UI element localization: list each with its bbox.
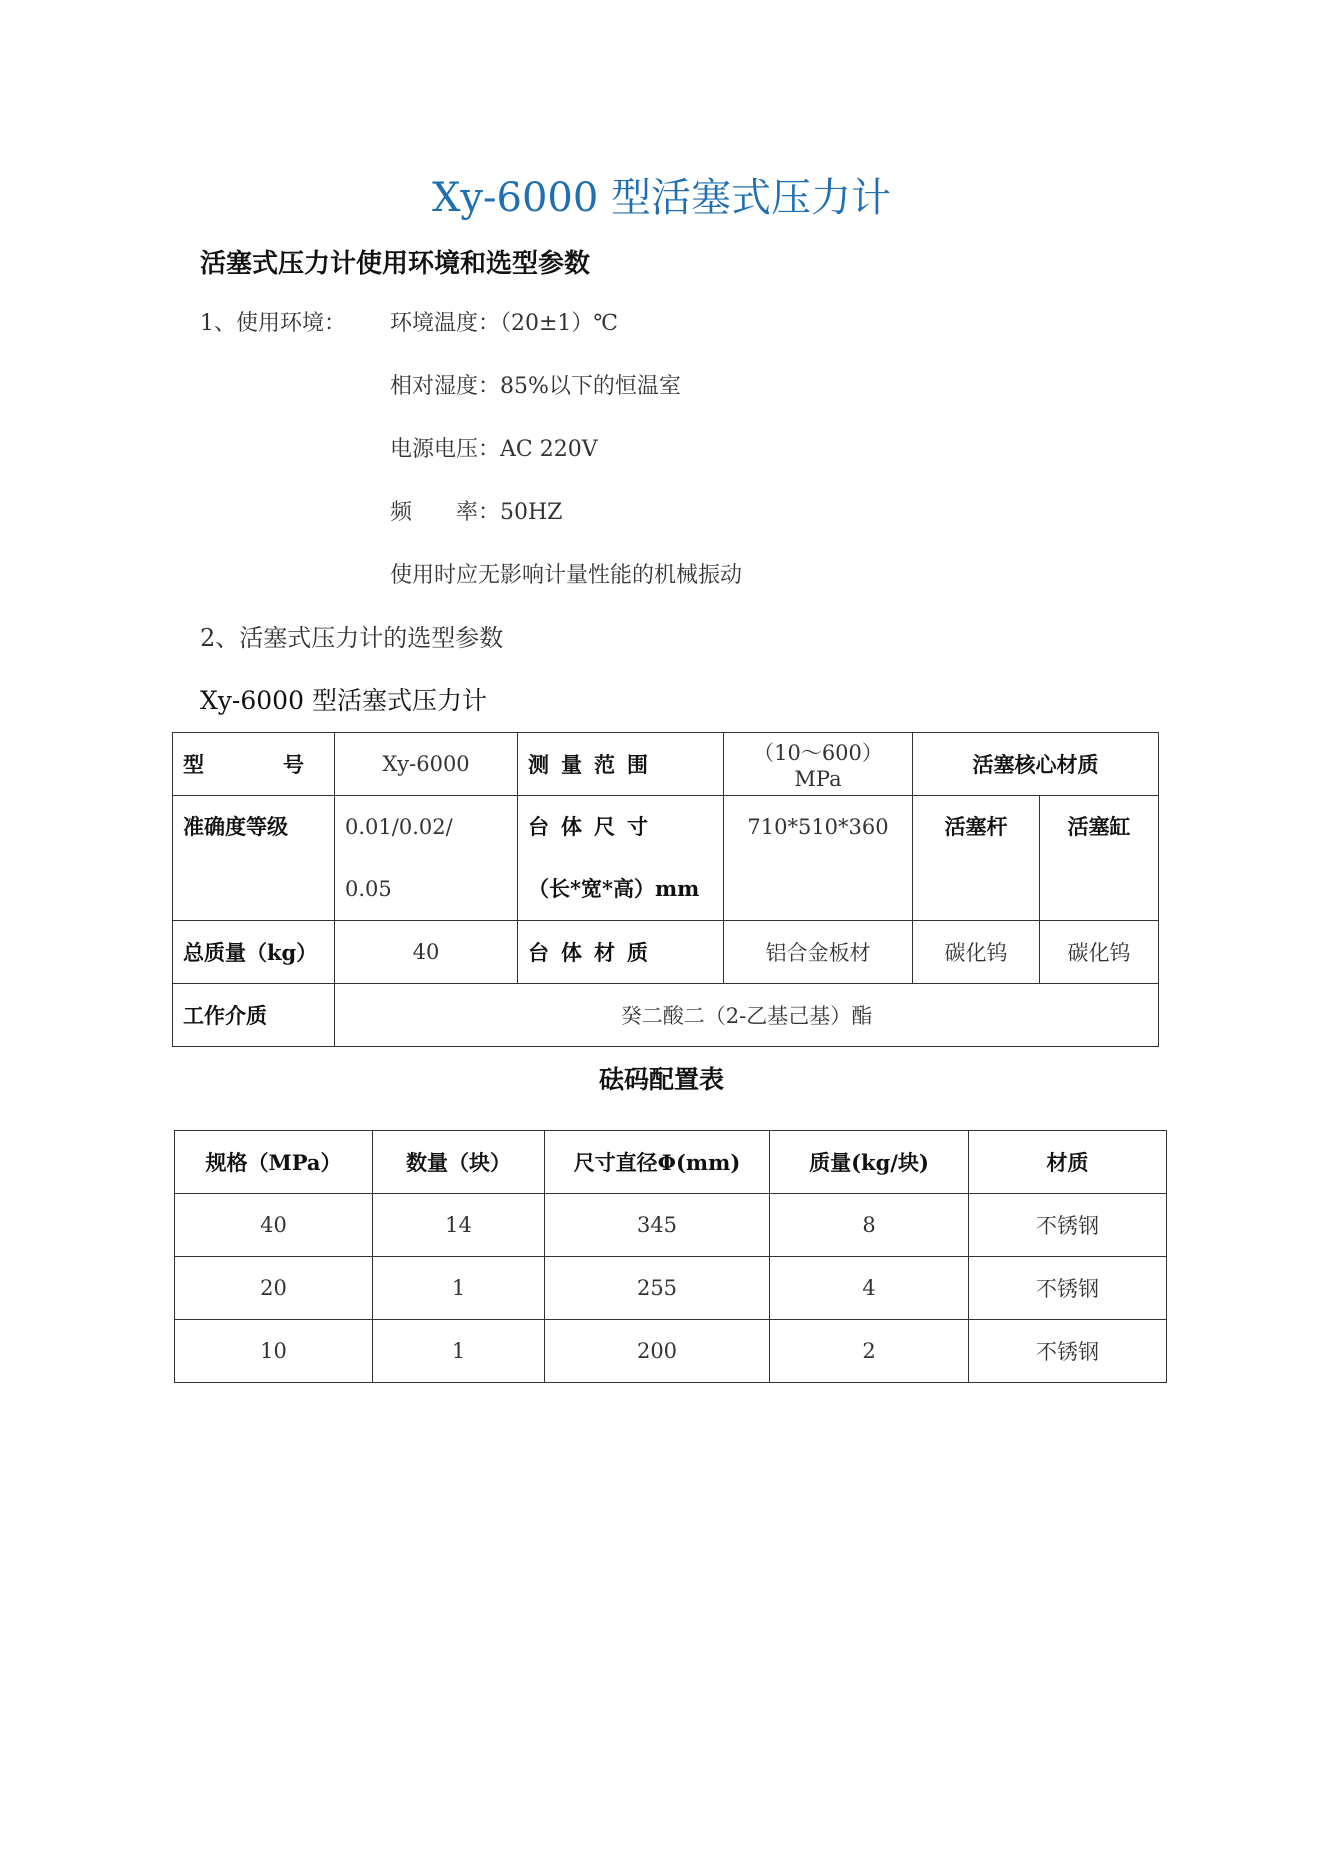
- medium-label: 工作介质: [173, 984, 335, 1047]
- cell-quantity: 14: [373, 1194, 545, 1257]
- header-diameter: 尺寸直径Φ(mm): [545, 1131, 770, 1194]
- table-row: [175, 1320, 1167, 1383]
- weights-table: [174, 1130, 1167, 1383]
- size-label-1: 台体尺寸: [528, 814, 660, 839]
- accuracy-value-1: 0.01/0.02/: [345, 815, 453, 839]
- model-label-cell: [173, 733, 335, 796]
- size-value: 710*510*360: [747, 815, 889, 839]
- size-label-cell: [518, 796, 724, 921]
- accuracy-value-cell: [335, 796, 518, 921]
- core-material-label: 活塞核心材质: [913, 733, 1159, 796]
- body-material-label: 台体材质: [518, 921, 724, 984]
- size-value-cell: [724, 796, 913, 921]
- env-voltage: 电源电压：AC 220V: [390, 437, 598, 462]
- cell-quantity: 1: [373, 1320, 545, 1383]
- cell-material: 不锈钢: [969, 1257, 1167, 1320]
- section-heading: 活塞式压力计使用环境和选型参数: [200, 249, 591, 279]
- cell-spec: 20: [175, 1257, 373, 1320]
- header-mass: 质量(kg/块): [770, 1131, 969, 1194]
- cell-diameter: 345: [545, 1194, 770, 1257]
- cell-diameter: 255: [545, 1257, 770, 1320]
- mass-label: 总质量（kg）: [173, 921, 335, 984]
- range-label: 测量范围: [518, 733, 724, 796]
- env-humidity: 相对湿度：85%以下的恒温室: [390, 374, 681, 399]
- cylinder-material: 碳化钨: [1040, 921, 1159, 984]
- selection-heading: 2、活塞式压力计的选型参数: [200, 624, 504, 652]
- cell-material: 不锈钢: [969, 1320, 1167, 1383]
- piston-rod-cell: [913, 796, 1040, 921]
- piston-cylinder-label: 活塞缸: [1067, 814, 1131, 839]
- accuracy-label-cell: [173, 796, 335, 921]
- size-label-2: （长*宽*高）mm: [528, 876, 700, 901]
- mass-value: 40: [335, 921, 518, 984]
- model-value: Xy-6000: [335, 733, 518, 796]
- medium-value: 癸二酸二（2-乙基己基）酯: [335, 984, 1159, 1047]
- header-quantity: 数量（块）: [373, 1131, 545, 1194]
- body-material-value: 铝合金板材: [724, 921, 913, 984]
- model-label-b: 号: [283, 752, 304, 777]
- environment-label: 1、使用环境：: [200, 311, 346, 336]
- header-spec: 规格（MPa）: [175, 1131, 373, 1194]
- model-heading: Xy-6000 型活塞式压力计: [200, 686, 487, 715]
- accuracy-label: 准确度等级: [183, 814, 288, 839]
- header-material: 材质: [969, 1131, 1167, 1194]
- rod-material: 碳化钨: [913, 921, 1040, 984]
- env-vibration: 使用时应无影响计量性能的机械振动: [390, 563, 743, 588]
- table-row: [175, 1194, 1167, 1257]
- cell-material: 不锈钢: [969, 1194, 1167, 1257]
- cell-mass: 8: [770, 1194, 969, 1257]
- accuracy-value-2: 0.05: [345, 877, 392, 901]
- cell-spec: 10: [175, 1320, 373, 1383]
- weights-header-row: [175, 1131, 1167, 1194]
- piston-cylinder-cell: [1040, 796, 1159, 921]
- range-value: （10～600）MPa: [724, 733, 913, 796]
- weights-caption: 砝码配置表: [598, 1065, 724, 1094]
- table-row: [175, 1257, 1167, 1320]
- env-frequency: 频 率：50HZ: [390, 500, 563, 525]
- model-label-a: 型: [183, 752, 204, 777]
- page-title: Xy-6000 型活塞式压力计: [431, 175, 892, 221]
- cell-quantity: 1: [373, 1257, 545, 1320]
- piston-rod-label: 活塞杆: [944, 814, 1008, 839]
- cell-mass: 4: [770, 1257, 969, 1320]
- env-temperature: 环境温度：（20±1）℃: [390, 311, 619, 336]
- cell-mass: 2: [770, 1320, 969, 1383]
- spec-table: [172, 732, 1159, 1047]
- cell-spec: 40: [175, 1194, 373, 1257]
- cell-diameter: 200: [545, 1320, 770, 1383]
